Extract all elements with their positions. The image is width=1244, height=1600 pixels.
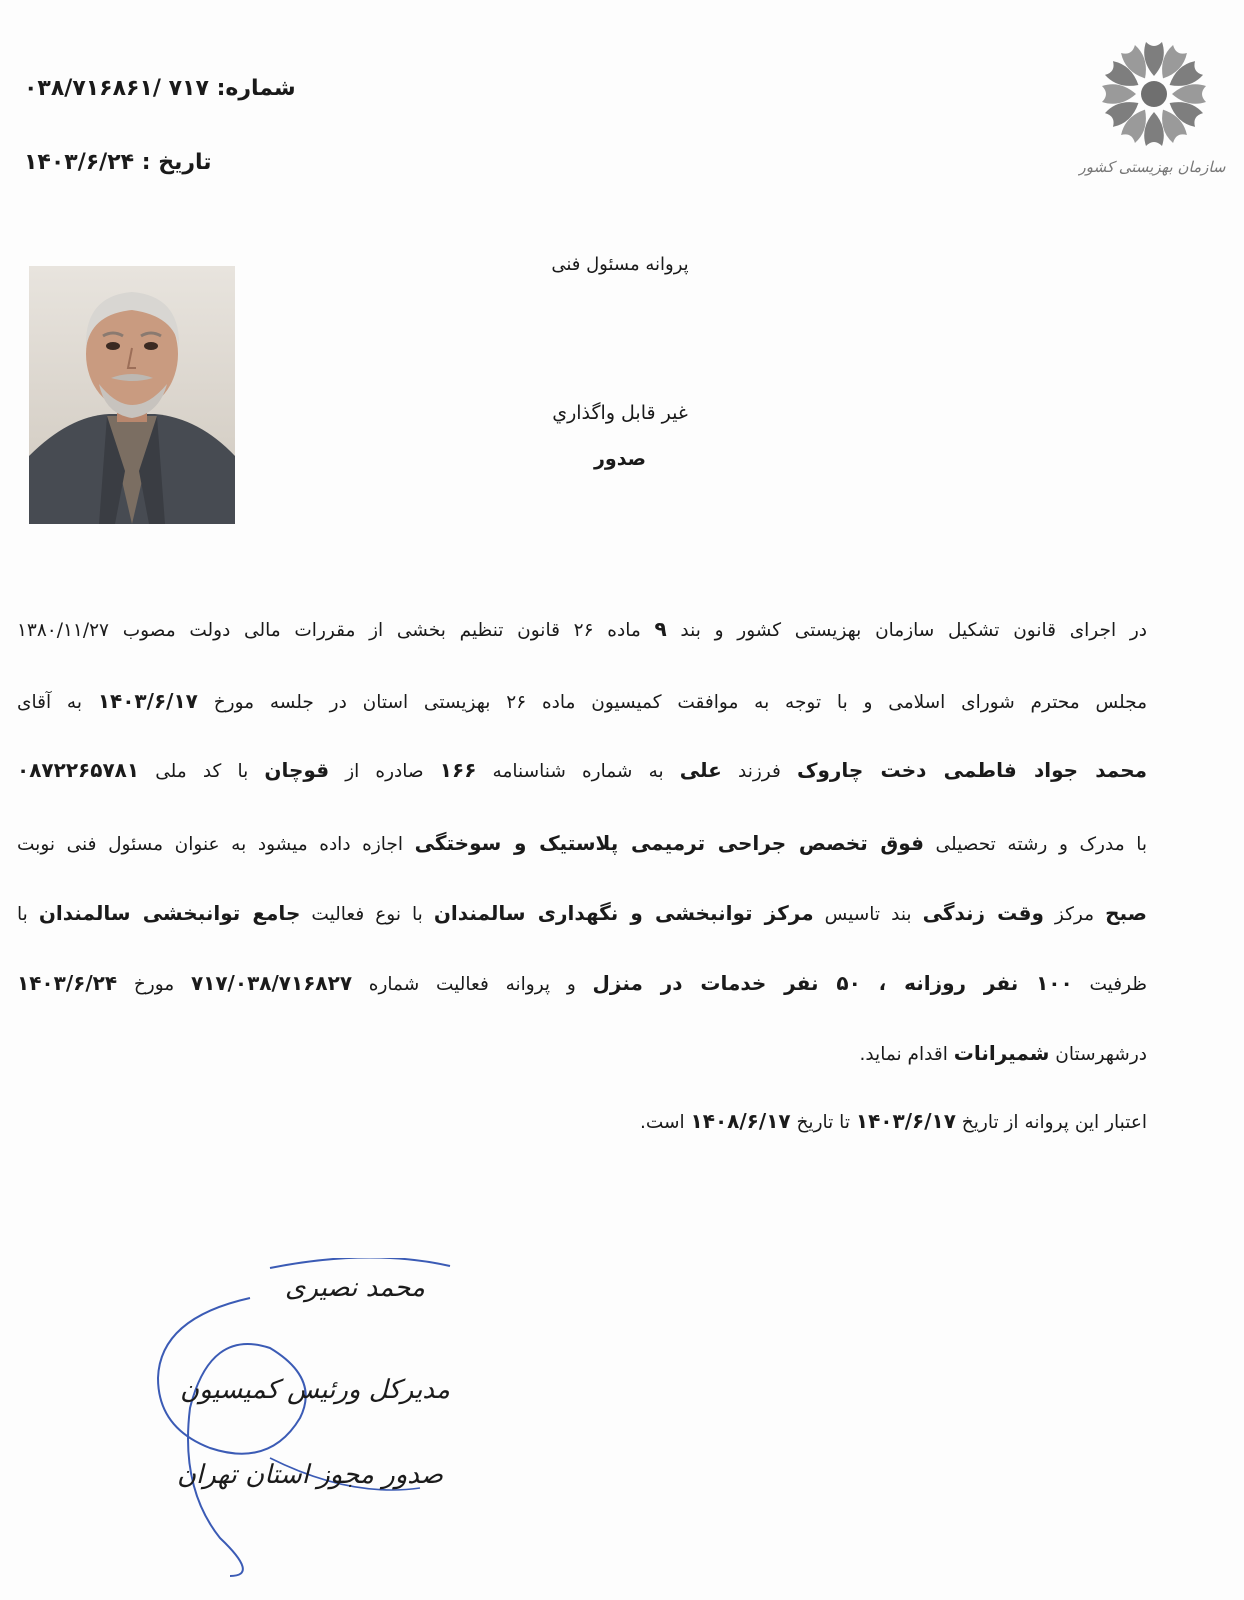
letter-date [24, 150, 212, 175]
holder-name: محمد جواد فاطمی دخت چاروک [796, 758, 1148, 782]
body-text-fragment: به شماره شناسنامه [476, 761, 680, 782]
activity-license-number: ۷۱۷/۰۳۸/۷۱۶۸۲۷ [190, 971, 353, 995]
license-title: پروانه مسئول فنی [551, 254, 689, 275]
body-text-fragment: صبح [1105, 901, 1147, 925]
body-line-6 [17, 970, 1147, 998]
national-id: ۰۸۷۲۲۶۵۷۸۱ [17, 758, 140, 782]
body-text-fragment: با کد ملی [139, 761, 265, 782]
body-text-fragment: مورخ [117, 974, 191, 995]
body-text-fragment: اقدام نماید. [859, 1044, 954, 1065]
capacity: ۱۰۰ نفر روزانه ، ۵۰ نفر خدمات در منزل [592, 971, 1073, 995]
body-text-fragment: جامع توانبخشی سالمندان [38, 901, 301, 925]
non-transferable-note: غیر قابل واگذاري [552, 402, 688, 424]
signature-title-2: صدور مجوز استان تهران [176, 1460, 444, 1490]
body-text-fragment: علی [679, 758, 722, 782]
body-text-fragment: مرکز توانبخشی و نگهداری سالمندان [433, 901, 814, 925]
valid-from: ۱۴۰۳/۶/۱۷ [855, 1109, 956, 1133]
body-text-fragment: تا تاریخ [790, 1112, 856, 1133]
body-text-fragment: و پروانه فعالیت شماره [352, 974, 593, 995]
body-text-fragment: درشهرستان [1049, 1044, 1147, 1065]
organization-logo [1078, 30, 1226, 190]
body-text-fragment: قوچان [264, 758, 330, 782]
center-name: وقت زندگی [922, 901, 1044, 925]
body-text-fragment: در اجرای قانون تشکیل سازمان بهزیستی کشور و بند [666, 620, 1147, 641]
valid-until: ۱۴۰۸/۶/۱۷ [690, 1109, 791, 1133]
body-line-4 [17, 830, 1147, 858]
logo-petal [1144, 112, 1164, 146]
body-line-1 [17, 616, 1147, 644]
body-text-fragment: با نوع فعالیت [300, 904, 434, 925]
body-text-fragment: با مدرک و رشته تحصیلی [923, 834, 1147, 855]
signature-title-1: مدیرکل ورئیس کمیسیون [180, 1375, 450, 1405]
handwritten-signature [150, 1258, 470, 1578]
body-line-8 [17, 1108, 1147, 1136]
holder-photo [29, 266, 235, 524]
letter-number-label: شماره: [216, 76, 296, 101]
signature-name: محمد نصیری [285, 1273, 425, 1303]
body-text-fragment: ماده ۲۶ قانون تنظیم بخشی از مقررات مالی دولت مصوب ۱۳۸۰/۱۱/۲۷ [17, 620, 655, 641]
body-text-fragment: ۱۶۶ [439, 758, 477, 782]
logo-petal [1172, 84, 1206, 104]
letter-number [24, 76, 296, 101]
flower-icon [1102, 42, 1206, 146]
body-line-7 [17, 1040, 1147, 1068]
body-text-fragment: اجازه داده میشود به عنوان مسئول فنی نوبت [17, 834, 415, 855]
body-text-fragment: با [17, 904, 39, 925]
body-text-fragment: اعتبار این پروانه از تاریخ [955, 1112, 1147, 1133]
body-text-fragment: مجلس محترم شورای اسلامی و با توجه به موافقت کمیسیون ماده ۲۶ بهزیستی استان در جلسه مورخ [197, 692, 1148, 713]
body-text-fragment: ۱۴۰۳/۶/۱۷ [97, 689, 198, 713]
organization-name: سازمان بهزیستی کشور [1078, 158, 1226, 176]
body-text-fragment: ظرفیت [1072, 974, 1147, 995]
logo-petal [1144, 42, 1164, 76]
body-text-fragment: مرکز [1043, 904, 1106, 925]
body-text-fragment: ۱۴۰۳/۶/۲۴ [17, 971, 118, 995]
degree-field: فوق تخصص جراحی ترمیمی پلاستیک و سوختگی [414, 831, 924, 855]
issue-heading: صدور [593, 448, 647, 470]
body-text-fragment: صادره از [329, 761, 440, 782]
letter-date-label: تاریخ : [141, 150, 212, 175]
letter-date-value: ۱۴۰۳/۶/۲۴ [24, 150, 135, 175]
letter-number-value: ۷۱۷ /۰۳۸/۷۱۶۸۶۱ [24, 76, 209, 101]
body-text-fragment: فرزند [721, 761, 797, 782]
body-text-fragment: ۹ [654, 617, 667, 641]
body-line-2 [17, 688, 1147, 716]
body-line-3 [17, 757, 1147, 785]
logo-petal [1102, 84, 1136, 104]
county-name: شمیرانات [953, 1041, 1050, 1065]
body-text-fragment: به آقای [17, 692, 98, 713]
body-line-5 [17, 900, 1147, 928]
body-text-fragment: بند تاسیس [813, 904, 923, 925]
body-text-fragment: است. [639, 1112, 691, 1133]
